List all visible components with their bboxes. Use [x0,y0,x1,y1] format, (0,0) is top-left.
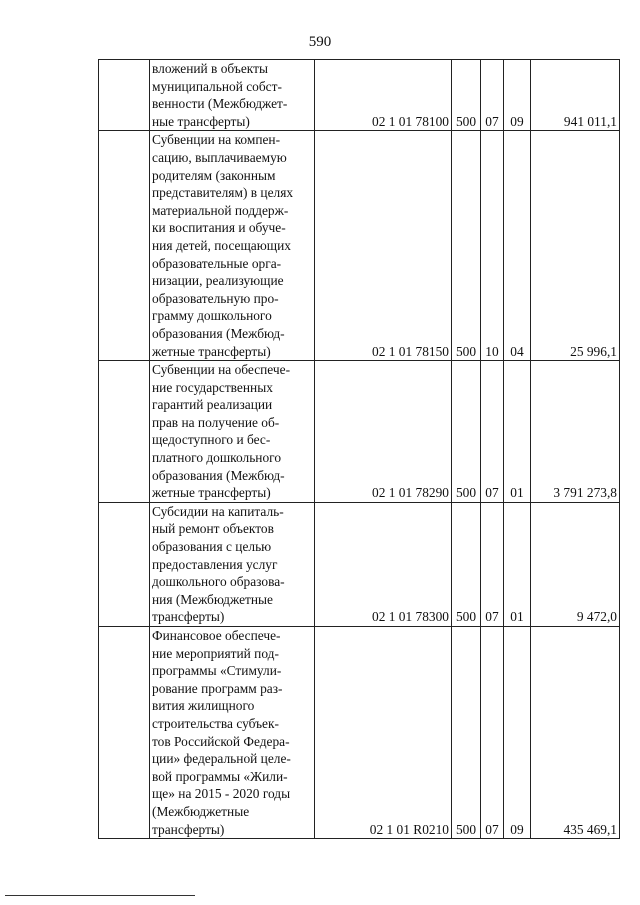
description-line: дошкольного образова- [152,574,285,590]
description-line: вития жилищного [152,698,255,714]
description-line: родителям (законным [152,167,276,183]
amount-cell: 941 011,1 [531,60,620,131]
description-line: ции» федеральной целе- [152,751,291,767]
budget-table [98,59,620,839]
description-cell [150,627,315,839]
amount-cell: 25 996,1 [531,131,620,361]
footnote-rule [5,895,195,896]
table-row [99,502,620,626]
description-line: ще» на 2015 - 2020 годы [152,786,291,802]
target-code-cell: 02 1 01 R0210 [315,627,452,839]
subsection-cell: 09 [504,60,531,131]
target-code-cell: 02 1 01 78300 [315,502,452,626]
section-cell: 07 [481,627,504,839]
page-number: 590 [308,34,332,50]
description-line: муниципальной собст- [152,78,282,94]
description-line: гарантий реализации [152,397,273,413]
description-line: платного дошкольного [152,450,282,466]
amount-cell: 435 469,1 [531,627,620,839]
description-line: ние государственных [152,379,273,395]
blank-cell [99,361,150,503]
description-line: программы «Стимули- [152,663,282,679]
table-row [99,361,620,503]
description-line: ние мероприятий под- [152,645,279,661]
description-line: ния (Межбюджетные [152,591,273,607]
expense-type-cell: 500 [452,131,481,361]
description-line: материальной поддерж- [152,202,289,218]
description-line: вой программы «Жили- [152,768,288,784]
budget-table-body [99,60,620,839]
description-line: образования с целью [152,539,272,555]
description-line: ки воспитания и обуче- [152,220,286,236]
blank-cell [99,502,150,626]
description-line: образовательные орга- [152,255,282,271]
description-cell [150,502,315,626]
description-line: образования (Межбюд- [152,325,285,341]
description-line: Субвенции на компен- [152,132,281,148]
target-code-cell: 02 1 01 78290 [315,361,452,503]
description-line: сацию, выплачиваемую [152,149,287,165]
description-line: трансферты) [152,821,225,837]
expense-type-cell: 500 [452,60,481,131]
expense-type-cell: 500 [452,502,481,626]
description-line: жетные трансферты) [152,343,271,359]
blank-cell [99,131,150,361]
description-line: трансферты) [152,609,225,625]
description-cell [150,60,315,131]
description-cell [150,361,315,503]
section-cell: 07 [481,60,504,131]
description-line: низации, реализующие [152,273,284,289]
description-line: представителям) в целях [152,185,294,201]
description-line: венности (Межбюджет- [152,96,288,112]
table-row [99,131,620,361]
description-line: Субвенции на обеспече- [152,362,291,378]
description-cell [150,131,315,361]
description-line: образования (Межбюд- [152,467,285,483]
description-line: тов Российской Федера- [152,733,290,749]
description-line: Субсидии на капиталь- [152,503,284,519]
subsection-cell: 04 [504,131,531,361]
subsection-cell: 01 [504,361,531,503]
description-line: ния детей, посещающих [152,237,291,253]
blank-cell [99,627,150,839]
subsection-cell: 01 [504,502,531,626]
description-line: грамму дошкольного [152,308,272,324]
description-line: Финансовое обеспече- [152,628,281,643]
description-line: (Межбюджетные [152,803,250,819]
section-cell: 10 [481,131,504,361]
subsection-cell: 09 [504,627,531,839]
amount-cell: 3 791 273,8 [531,361,620,503]
table-row [99,627,620,839]
description-line: щедоступного и бес- [152,432,271,448]
target-code-cell: 02 1 01 78150 [315,131,452,361]
description-line: ный ремонт объектов [152,521,274,537]
description-line: прав на получение об- [152,414,280,430]
description-line: образовательную про- [152,290,279,306]
blank-cell [99,60,150,131]
description-line: строительства субъек- [152,715,279,731]
table-row [99,60,620,131]
description-line: жетные трансферты) [152,485,271,501]
amount-cell: 9 472,0 [531,502,620,626]
section-cell: 07 [481,361,504,503]
description-line: рование программ раз- [152,680,283,696]
section-cell: 07 [481,502,504,626]
description-line: вложений в объекты [152,61,268,76]
expense-type-cell: 500 [452,361,481,503]
description-line: ные трансферты) [152,113,250,129]
description-line: предоставления услуг [152,556,278,572]
expense-type-cell: 500 [452,627,481,839]
target-code-cell: 02 1 01 78100 [315,60,452,131]
